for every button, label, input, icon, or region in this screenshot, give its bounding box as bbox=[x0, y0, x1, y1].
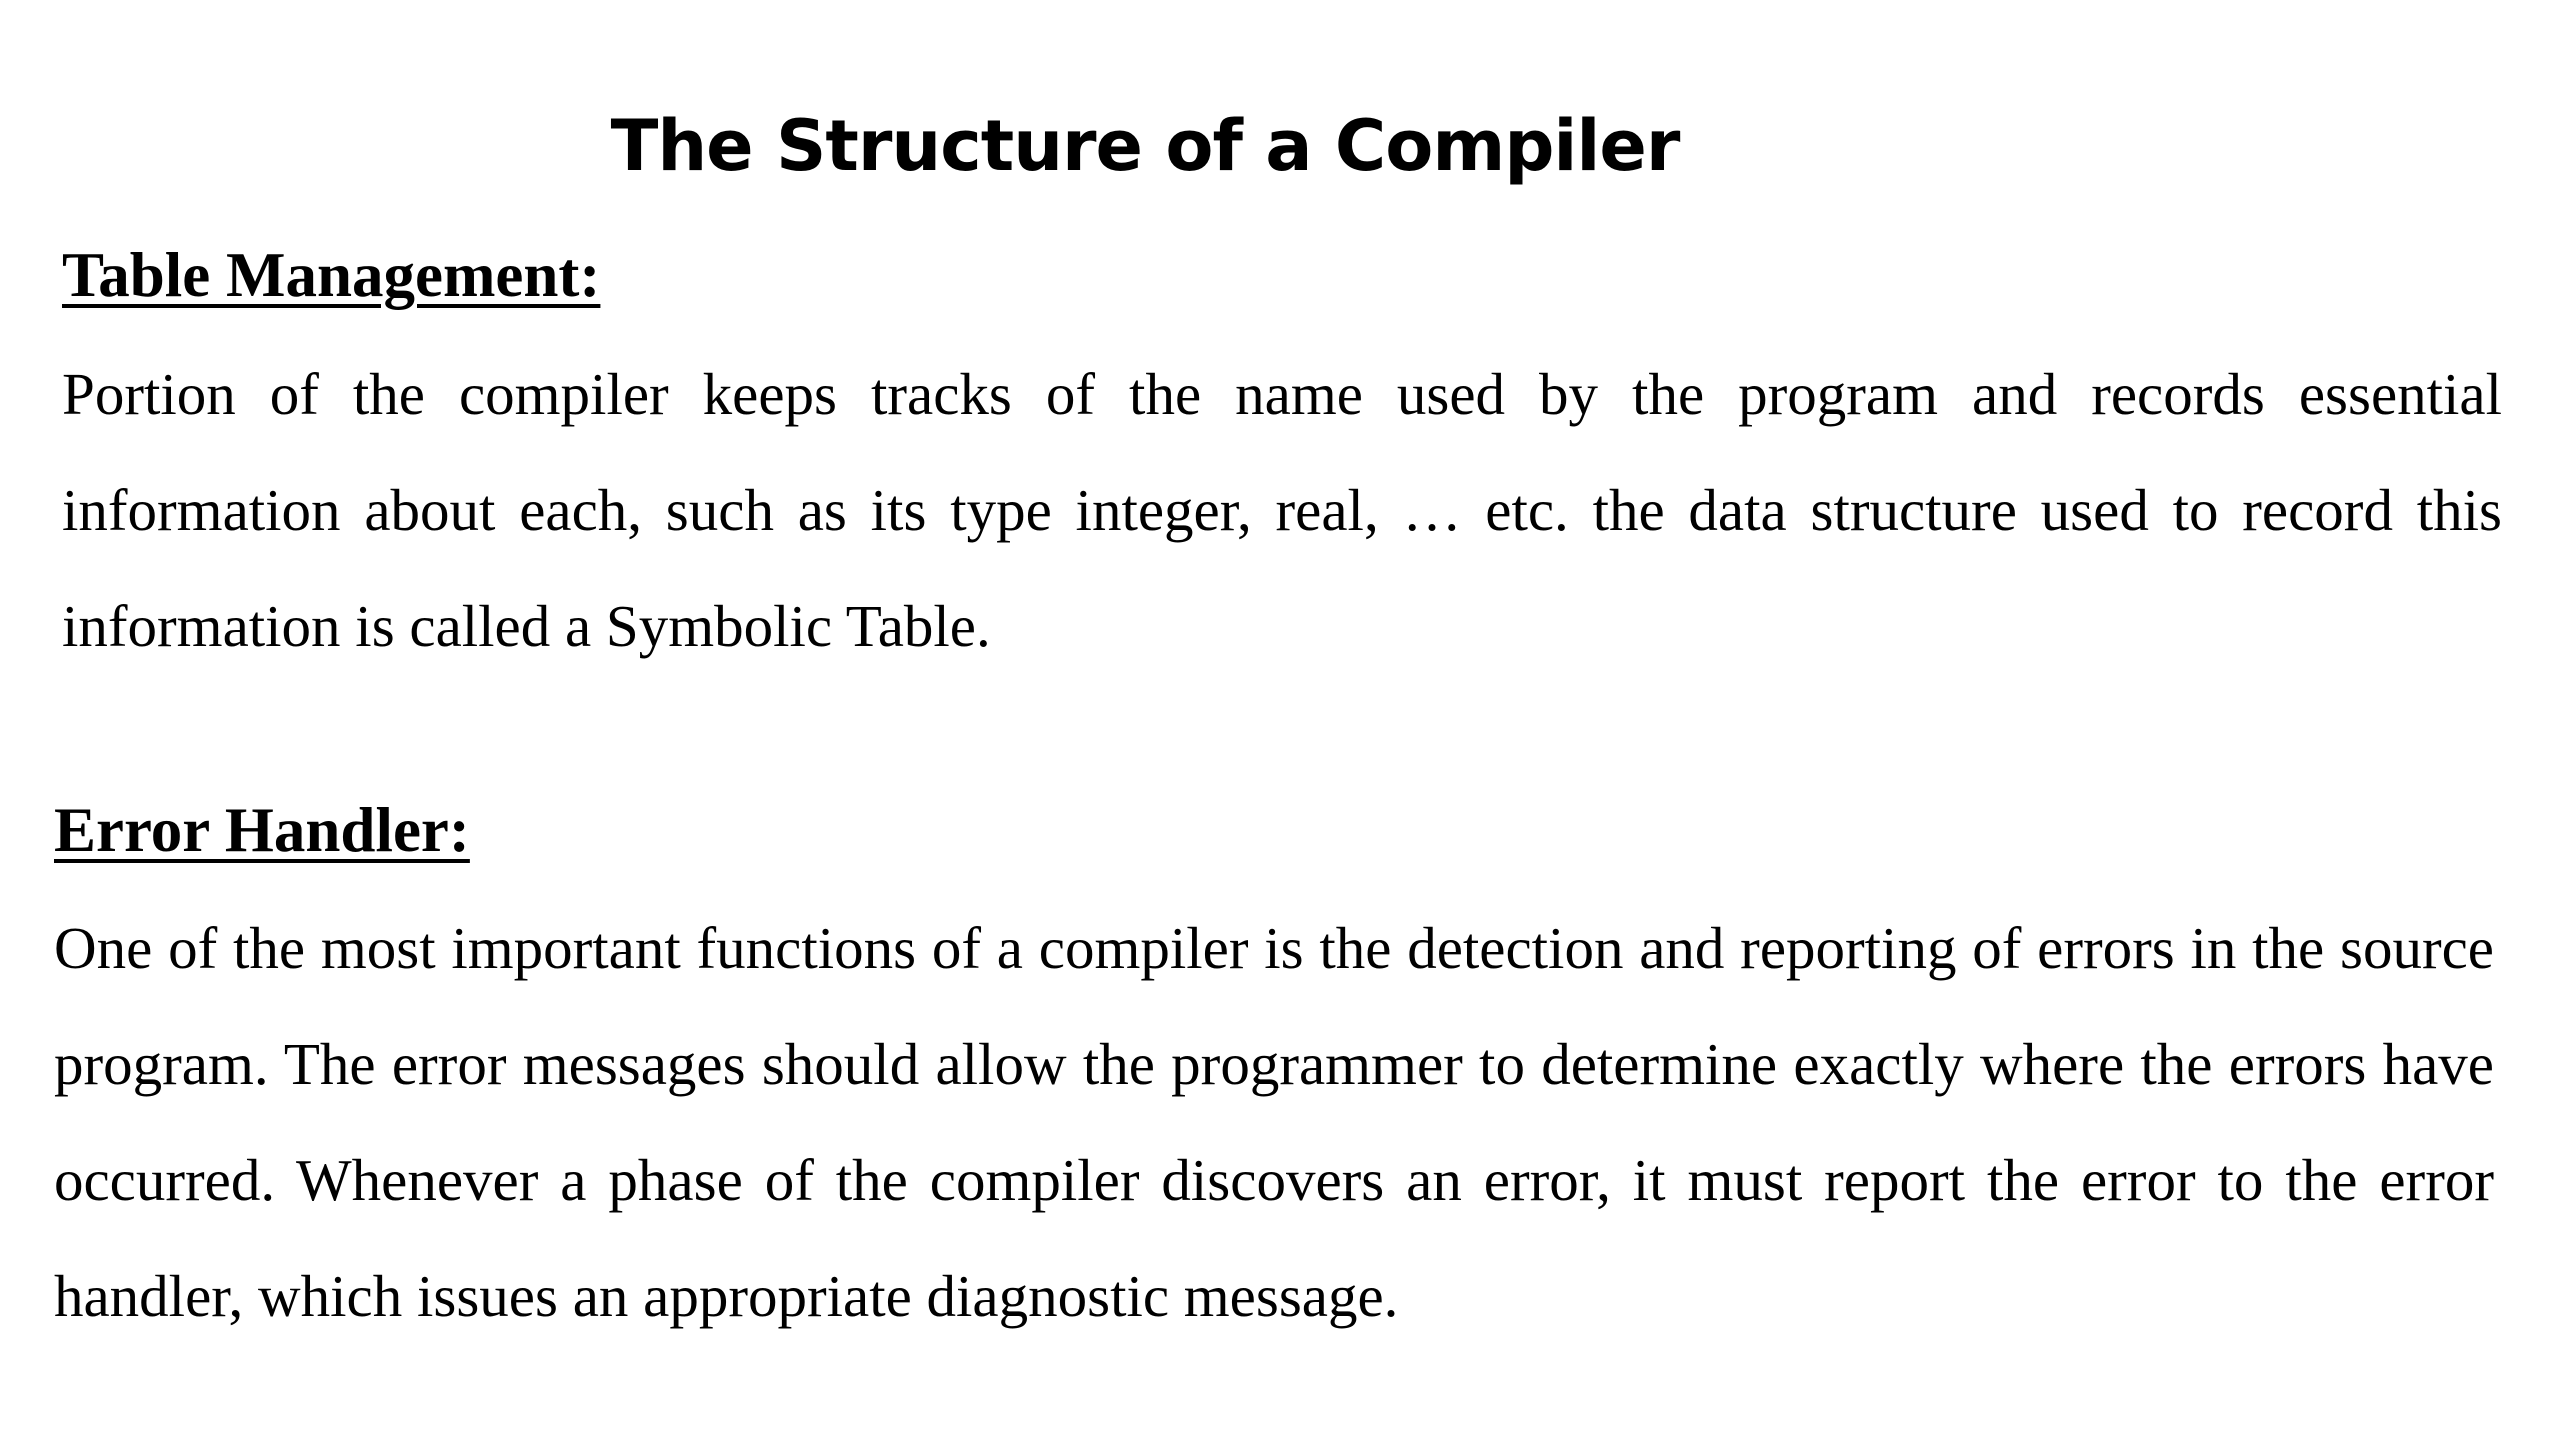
page-title: The Structure of a Compiler bbox=[610, 105, 1680, 187]
section-body-table-management: Portion of the compiler keeps tracks of the name used by the program and records essential information about each, such as its type integer, real, … etc. the data structure used to record this information is called a Symbolic Table. bbox=[62, 361, 2502, 659]
section-body-error-handler: One of the most important functions of a compiler is the detection and reporting of errors in the source program. The error messages should allow the programmer to determine exactly where the errors have occurred. Whenever a phase of the compiler discovers an error, it must report the error to the error handler, which issues an appropriate diagnostic message. bbox=[54, 915, 2494, 1329]
section-heading-error-handler: Error Handler: bbox=[54, 795, 470, 865]
section-heading-table-management: Table Management: bbox=[62, 240, 601, 310]
